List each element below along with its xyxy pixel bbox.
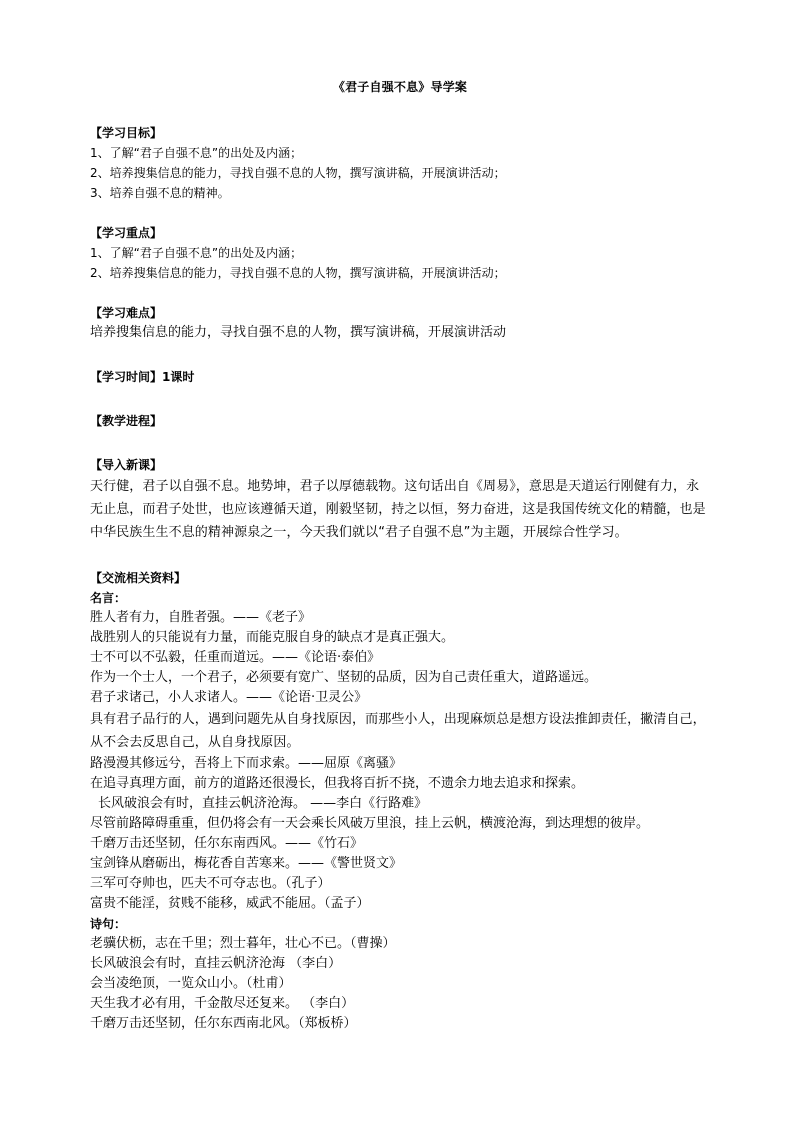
intro-text: 天行健，君子以自强不息。地势坤，君子以厚德载物。这句话出自《周易》，意思是天道运行刚健有力，永无止息，而君子处世，也应该遵循天道，刚毅坚韧，持之以恒，努力奋进，这是我国传统文化的精髓，也是中华民族生生不息的精神源泉之一，今天我们就以“君子自强不息”为主题，开展综合性学习。 bbox=[90, 479, 706, 540]
quote-line: 尽管前路障碍重重，但仍将会有一天会乘长风破万里浪，挂上云帆，横渡沧海，到达理想的彼岸。 bbox=[90, 816, 650, 831]
materials-heading: 【交流相关资料】 bbox=[90, 571, 187, 585]
quote-line: 千磨万击还坚韧，任尔东南西风。——《竹石》 bbox=[90, 836, 364, 851]
focus-heading: 【学习重点】 bbox=[90, 226, 163, 240]
quote-line: 作为一个士人，一个君子，必须要有宽广、坚韧的品质，因为自己责任重大，道路遥远。 bbox=[90, 670, 598, 685]
intro-heading: 【导入新课】 bbox=[90, 458, 163, 472]
document-page bbox=[90, 70, 710, 1034]
poem-line: 千磨万击还坚韧，任尔东西南北风。（郑板桥） bbox=[90, 1016, 357, 1031]
quote-line: 在追寻真理方面，前方的道路还很漫长，但我将百折不挠，不遗余力地去追求和探索。 bbox=[90, 776, 585, 791]
poem-line: 天生我才必有用，千金散尽还复来。 （李白） bbox=[90, 996, 355, 1011]
quote-line: 宝剑锋从磨砺出，梅花香自苦寒来。——《警世贤文》 bbox=[90, 856, 403, 871]
goals-heading: 【学习目标】 bbox=[90, 126, 163, 140]
goal-item-3: 3、培养自强不息的精神。 bbox=[90, 186, 230, 200]
difficulty-heading: 【学习难点】 bbox=[90, 306, 163, 320]
process-heading: 【教学进程】 bbox=[90, 414, 163, 428]
quote-line: 路漫漫其修远兮，吾将上下而求索。——屈原《离骚》 bbox=[90, 756, 403, 771]
poem-line: 老骥伏枥，志在千里；烈士暮年，壮心不已。（曹操） bbox=[90, 936, 396, 951]
goal-item-2: 2、培养搜集信息的能力，寻找自强不息的人物，撰写演讲稿，开展演讲活动； bbox=[90, 166, 506, 180]
quote-line: 胜人者有力，自胜者强。——《老子》 bbox=[90, 610, 312, 625]
quote-line: 君子求诸己，小人求诸人。——《论语·卫灵公》 bbox=[90, 690, 368, 705]
quote-line: 三军可夺帅也，匹夫不可夺志也。（孔子） bbox=[90, 876, 331, 891]
focus-item-1: 1、了解“君子自强不息”的出处及内涵； bbox=[90, 246, 303, 260]
focus-item-2: 2、培养搜集信息的能力，寻找自强不息的人物，撰写演讲稿，开展演讲活动； bbox=[90, 266, 506, 280]
quote-line: 士不可以不弘毅，任重而道远。——《论语·泰伯》 bbox=[90, 650, 381, 665]
quote-line: 富贵不能淫，贫贱不能移，威武不能屈。（孟子） bbox=[90, 896, 370, 911]
poem-line: 长风破浪会有时，直挂云帆济沧海 （李白） bbox=[90, 956, 342, 971]
time-heading: 【学习时间】1课时 bbox=[90, 370, 195, 384]
quotes-label: 名言： bbox=[90, 591, 127, 605]
quote-line: 长风破浪会有时，直挂云帆济沧海。 ——李白《行路难》 bbox=[98, 796, 428, 811]
poems-label: 诗句： bbox=[90, 917, 127, 931]
poem-line: 会当凌绝顶，一览众山小。（杜甫） bbox=[90, 976, 292, 991]
difficulty-text: 培养搜集信息的能力，寻找自强不息的人物，撰写演讲稿，开展演讲活动 bbox=[90, 325, 507, 340]
quote-line: 具有君子品行的人，遇到问题先从自身找原因，而那些小人，出现麻烦总是想方设法推卸责任，撇清自己，从不会去反思自己，从自身找原因。 bbox=[90, 712, 706, 750]
document-title: 《君子自强不息》导学案 bbox=[332, 80, 468, 94]
goal-item-1: 1、了解“君子自强不息”的出处及内涵； bbox=[90, 146, 303, 160]
quote-line: 战胜别人的只能说有力量，而能克服自身的缺点才是真正强大。 bbox=[90, 630, 455, 645]
